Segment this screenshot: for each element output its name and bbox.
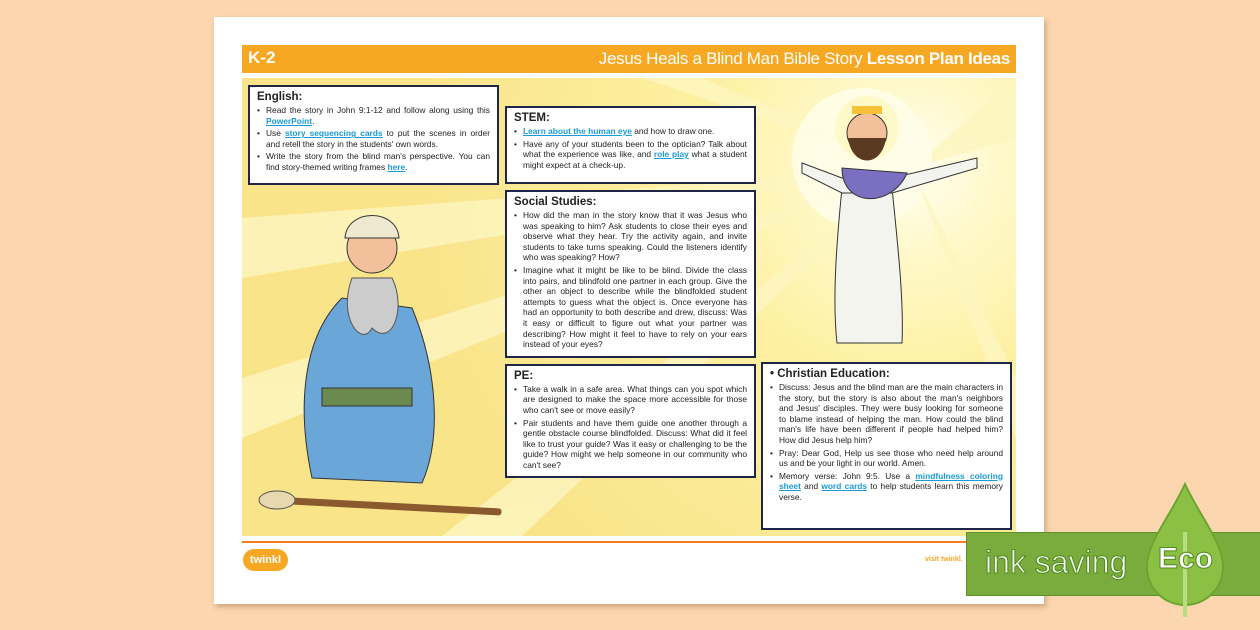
sequencing-cards-link[interactable]: story sequencing cards (285, 128, 383, 139)
social-studies-heading: Social Studies: (514, 196, 597, 208)
list-item: • Pray: Dear God, Help us see those who need help around us and be your light in our world. Amen. (770, 448, 1003, 469)
title-light: Jesus Heals a Blind Man Bible Story (598, 49, 863, 68)
list-item: • Imagine what it might be like to be blind. Divide the class into pairs, and blindfold one partner in each group. Give the other an object to describe while the blindfolded student attempts to guess what the object is. Once everyone has had an opportunity to both describe and drew, discuss: Was it easy or difficult to figure out what your partner was describing? How might it feel to have to rely on your ears instead of your eyes? (514, 265, 747, 350)
ink-saving-label: ink saving (985, 544, 1128, 580)
christian-education-heading: • Christian Education: (770, 368, 890, 380)
list-item: • Discuss: Jesus and the blind man are the main characters in the story, but the story is also about the man's neighbors and Jesus' disciples. They were busy looking for someone to blame instead of helping the man. How could the blind man's life have been different if people had helped him? How did Jesus help him? (770, 382, 1003, 446)
list-item: • Learn about the human eye and how to draw one. (514, 126, 747, 137)
english-heading: English: (257, 91, 303, 103)
eco-badge: Eco (1158, 542, 1214, 575)
list-item: • Use story sequencing cards to put the scenes in order and retell the story in the students' own words. (257, 128, 490, 149)
list-item: • Have any of your students been to the optician? Talk about what the experience was like, and role play what a student might expect at a check-up. (514, 139, 747, 171)
middle-column (505, 106, 756, 478)
social-studies-box (505, 190, 756, 358)
powerpoint-link[interactable]: PowerPoint (266, 115, 313, 126)
stem-box (505, 106, 756, 184)
list-item: • Pair students and have them guide one another through a gentle obstacle course blindfolded. Discuss: What did it feel like to trust your guide? Was it easy or challenging to be the guide? How might we help someone in our community who can't see? (514, 418, 747, 471)
grade-label: K-2 (248, 48, 276, 67)
visit-link[interactable]: visit twinkl. (925, 556, 963, 563)
list-item: • Read the story in John 9:1-12 and follow along using this PowerPoint. (257, 105, 490, 126)
pe-box (505, 364, 756, 479)
list-item: • Write the story from the blind man's perspective. You can find story-themed writing frames here. (257, 151, 490, 172)
writing-frames-link[interactable]: here (387, 161, 406, 172)
word-cards-link[interactable]: word cards (821, 481, 868, 492)
coloring-sheet-link[interactable]: mindfulness coloring sheet (779, 470, 1003, 492)
english-box (248, 85, 499, 185)
list-item: • Memory verse: John 9:5. Use a mindfulness coloring sheet and word cards to help students learn this memory verse. (770, 471, 1003, 503)
header-bar (242, 45, 1016, 73)
footer-divider (242, 541, 1016, 543)
title-bold: Lesson Plan Ideas (866, 49, 1010, 68)
list-item: • Take a walk in a safe area. What things can you spot which are designed to make the space more accessible for those who can't see or move easily? (514, 384, 747, 416)
list-item: • How did the man in the story know that it was Jesus who was speaking to him? Ask students to close their eyes and observe what they hear. Try the activity again, and invite students to take turns speaking. Could the listeners identify who was speaking? How? (514, 210, 747, 263)
pe-heading: PE: (514, 369, 534, 382)
human-eye-link[interactable]: Learn about the human eye (523, 126, 632, 136)
christian-education-box (761, 362, 1012, 530)
stem-heading: STEM: (514, 112, 550, 124)
page-title (599, 49, 1010, 69)
twinkl-logo: twinkl (243, 549, 288, 571)
role-play-link[interactable]: role play (653, 149, 689, 160)
